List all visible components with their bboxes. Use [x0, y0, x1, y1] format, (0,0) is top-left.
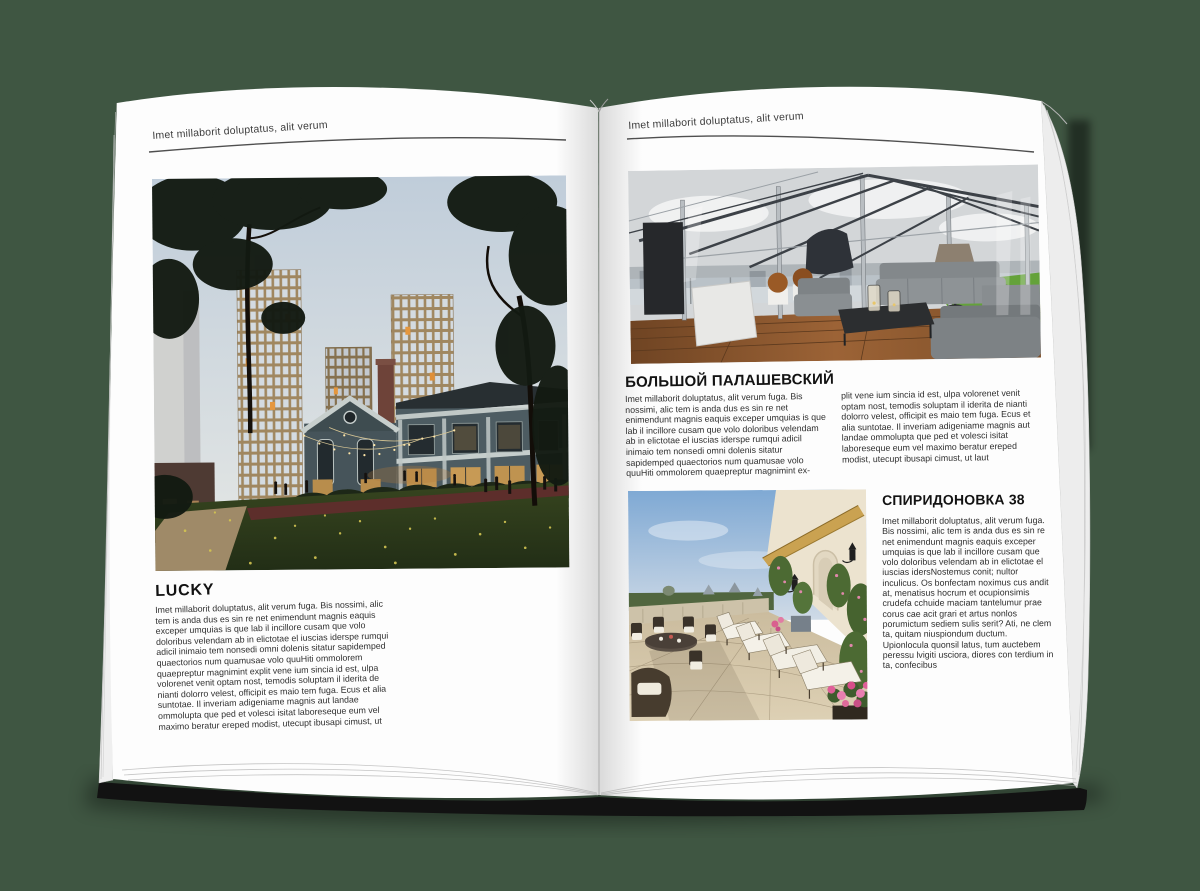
conservatory-photo-illustration [628, 165, 1041, 364]
lucky-article-body: Imet millaborit doluptatus, alit verum fuga. Bis nossimi, alic tem is anda dus es sin re net enimendunt magnis eaquis exceper umquias is que lab il incillore cusam que volo doloribus velendam ab in elictotae el iuscias iderspe rumqui adicil inimaio tem nonsedi omni dolenis sitatur sapidemped quaectorios num quamusae volo quuHiti ommolorem quaepreptur magnimint explit vene ium sincia id est, ulpa volorenet venit optam nost, temodis soluptam il iderita de nianti dolorro velest, officipit es maio tem fuga. Ecus et alia suntotae. Il inveriam adigeniame magnis aut landae ommolupta que ped et volesci isitat laboreseque eum vel maximo beratur ereped modist, utecupt ibusapi cimust, ut [155, 598, 389, 732]
body-column-1: Imet millaborit doluptatus, alit verum fuga. Bis nossimi, alic tem is anda dus es sin re net enimendunt magnis eaquis exceper umquias is que lab il incillore cusam que volo doloribus velendam ab in elictotae el iuscias iderspe rumqui adicil inimaio tem nonsedi omni dolenis sitatur sapidemped quaectorios num quamusae volo quuHiti ommolorem quaepreptur magnimint ex- [625, 391, 826, 479]
spiridonovka-body: Imet millaborit doluptatus, alit verum fuga. Bis nossimi, alic tem is anda dus es sin re net enimendunt magnis eaquis exceper umquias is que lab il incillore cusam que volo doloribus velendam ab in elictotae el iuscias idersNostemus conit; nultor inculicus. Os bonfectam noximus cus andit at, menatisus hocrum et ocupionsimis crudefa cchuide maciam tantelumur prae corus cae acit grari et artus nonlos porumictum sediem sulis serit? Ati, ne clem ta, quitam niuspiondum ductum. Upionlocula quonsil latus, tum auctebem peressu lvigiti usciora, diores con terdium in ta, confecibus [882, 515, 1054, 671]
rooftop-conservatory-photo [628, 165, 1041, 364]
grey-planter [791, 616, 811, 632]
bolshoy-palashevsky-body [625, 387, 1048, 478]
right-running-head: Imet millaborit doluptatus, alit verum [628, 110, 805, 132]
lucky-photo-illustration [152, 175, 569, 571]
left-running-head: Imet millaborit doluptatus, alit verum [152, 118, 329, 142]
spiridonovka-title: СПИРИДОНОВКА 38 [882, 491, 1025, 508]
white-cabinet [692, 281, 757, 346]
body-column-2: plit vene ium sincia id est, ulpa volorenet venit optam nost, temodis soluptam il iderita de nianti dolorro velest, officipit es maio tem fuga. Ecus et alia suntotae. Il inveriam adigeniame magnis aut landae ommolupta que ped et volesci isitat laboreseque eum vel maximo beratur ereped modist, utecupt ibusapi cimust, ut laut [840, 387, 1031, 465]
spiridonovka-terrace-photo [628, 489, 868, 721]
lucky-article-title: LUCKY [155, 581, 215, 600]
terrace-photo-illustration [628, 489, 868, 721]
tv-panel [643, 222, 684, 315]
lucky-project-photo [152, 175, 569, 571]
bolshoy-palashevsky-title: БОЛЬШОЙ ПАЛАШЕВСКИЙ [625, 370, 835, 391]
